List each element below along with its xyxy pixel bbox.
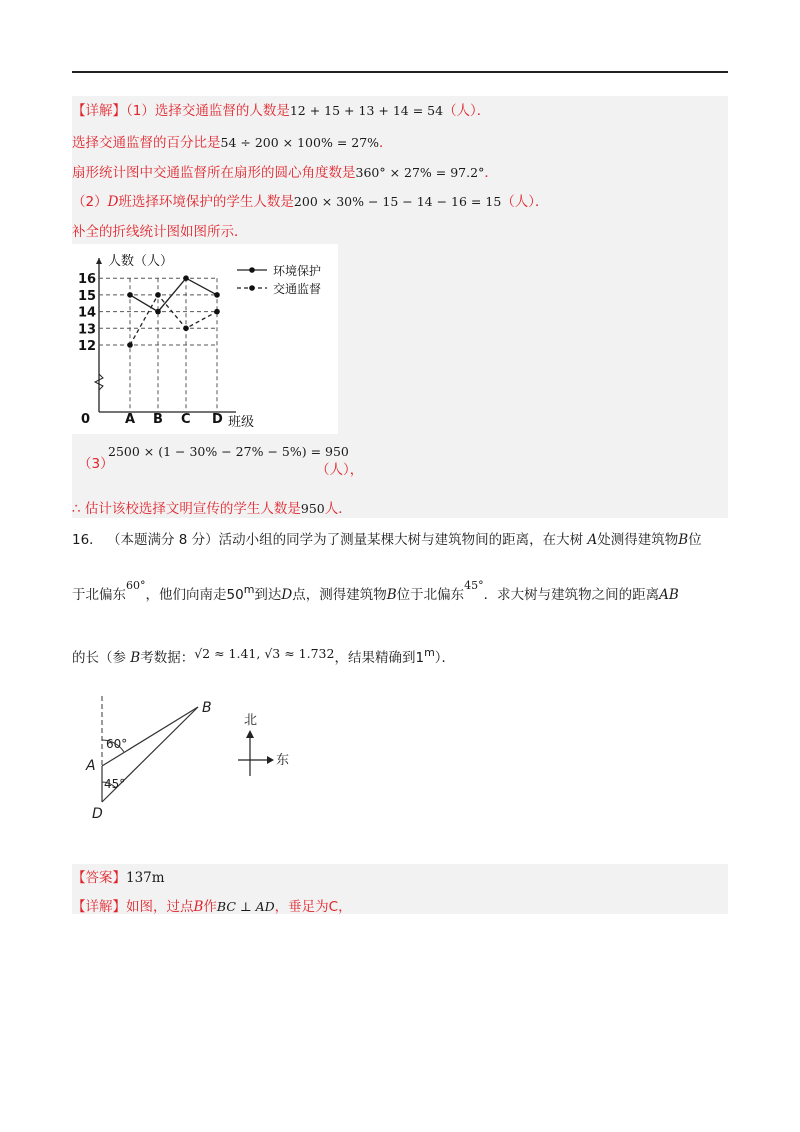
angle-45: 45°	[464, 579, 484, 592]
origin-label: 0	[81, 412, 91, 427]
tail: ．	[379, 135, 393, 151]
solution-line-4	[72, 190, 549, 210]
y-tick-label: 12	[78, 339, 97, 354]
data-point	[183, 326, 189, 332]
text: 点，测得建筑物	[292, 587, 387, 603]
tail: ．	[484, 165, 498, 181]
detail-tag: 【详解】	[72, 103, 126, 119]
unit-m: m	[424, 646, 435, 659]
angle-60: 60°	[126, 579, 146, 592]
solution-line-3	[72, 161, 498, 181]
text: 如图，过点	[126, 899, 194, 915]
text: ）．	[434, 650, 456, 666]
y-axis-title: 人数（人）	[108, 254, 174, 269]
text: 的长（参	[72, 650, 126, 666]
formula: 360° × 27% = 97.2°	[355, 165, 485, 180]
var-D: D	[107, 194, 119, 210]
solution-line-6-unit	[316, 458, 363, 478]
var-B: B	[130, 650, 141, 666]
part-label: （1）选择交通监督的人数是	[126, 103, 290, 119]
text: ．求大树与建筑物之间的距离	[483, 587, 660, 603]
data-point	[127, 292, 133, 298]
y-axis-arrow-icon	[96, 258, 102, 264]
var-B: B	[193, 899, 204, 915]
unit: （人），	[316, 462, 364, 478]
answer-line	[72, 866, 165, 886]
number: 950	[300, 501, 325, 516]
var-D: D	[281, 587, 293, 603]
problem-number: 16．	[72, 532, 103, 548]
label-D: D	[92, 806, 103, 822]
text: 于北偏东	[72, 587, 126, 603]
y-tick-label: 15	[78, 288, 97, 304]
x-tick-label: D	[212, 412, 223, 427]
part-label: （2）	[72, 194, 108, 210]
formula: 54 ÷ 200 × 100% = 27%	[220, 135, 380, 150]
problem-16-line-3	[72, 646, 455, 666]
text: ，他们向南走	[145, 587, 227, 603]
y-tick-label: 14	[78, 305, 97, 321]
solution-line-6-formula	[108, 444, 349, 460]
text: 作	[203, 899, 217, 915]
data-point	[155, 292, 161, 298]
part-label: （3）	[78, 456, 114, 472]
var-AB: AB	[659, 587, 679, 603]
north-label: 北	[244, 713, 258, 728]
answer-tag: 【答案】	[72, 870, 126, 886]
angle-label-60: 60°	[106, 737, 128, 751]
data-point	[214, 292, 220, 298]
x-tick-label: B	[153, 412, 163, 427]
north-arrow-icon	[246, 730, 254, 738]
unit: （人）．	[501, 194, 549, 210]
data-point	[127, 342, 133, 348]
y-tick-label: 13	[78, 322, 97, 338]
text: 考数据：	[140, 650, 195, 666]
text: 班选择环境保护的学生人数是	[118, 194, 294, 210]
text: 到达	[254, 587, 282, 603]
detail-tag: 【详解】	[72, 899, 126, 915]
formula: 12 + 15 + 13 + 14 = 54	[289, 103, 444, 118]
x-tick-label: C	[181, 412, 191, 427]
x-tick-label: A	[125, 412, 136, 427]
header-rule	[72, 71, 728, 73]
text: ∴ 估计该校选择文明宣传的学生人数是	[72, 501, 301, 517]
solution-line-1	[72, 99, 490, 119]
solution-line-5	[72, 220, 248, 240]
answer-value: 137m	[126, 870, 165, 886]
data-point	[183, 275, 189, 281]
text: 处测得建筑物	[597, 532, 679, 548]
var-B: B	[678, 532, 689, 548]
formula: 200 × 30% − 15 − 14 − 16 = 15	[293, 194, 502, 209]
geometry-figure	[80, 690, 300, 830]
text: 位于北偏东	[396, 587, 465, 603]
solution-line-2	[72, 131, 393, 151]
reference-values: √2 ≈ 1.41, √3 ≈ 1.732	[194, 646, 335, 661]
text: （本题满分 8 分）活动小组的同学为了测量某棵大树与建筑物间的距离，在大树	[106, 532, 584, 548]
text: 补全的折线统计图如图所示．	[72, 224, 248, 240]
text: 选择交通监督的百分比是	[72, 135, 221, 151]
east-label: 东	[276, 753, 290, 768]
distance: 50	[226, 587, 244, 603]
legend-label: 交通监督	[273, 282, 322, 296]
text: 扇形统计图中交通监督所在扇形的圆心角度数是	[72, 165, 356, 181]
tail: ，	[338, 899, 352, 915]
problem-16-line-1	[72, 528, 702, 548]
legend-label: 环境保护	[273, 264, 322, 278]
detail-line	[72, 895, 352, 915]
text: ，垂足为	[274, 899, 329, 915]
var-B: B	[386, 587, 397, 603]
y-tick-label: 16	[78, 272, 97, 288]
east-arrow-icon	[267, 756, 274, 764]
angle-label-45: 45°	[104, 777, 126, 791]
legend-marker	[249, 285, 255, 291]
data-point	[155, 309, 161, 315]
var-C: C	[328, 899, 339, 915]
legend-marker	[249, 267, 255, 273]
problem-16-line-2	[72, 579, 679, 603]
text: 位	[688, 532, 702, 548]
data-point	[214, 309, 220, 315]
solution-line-7	[72, 497, 352, 517]
x-axis-title: 班级	[228, 415, 255, 430]
formula: 2500 × (1 − 30% − 27% − 5%) = 950	[108, 444, 349, 459]
unit: （人）．	[443, 103, 491, 119]
label-A: A	[86, 758, 96, 774]
formula: BC ⊥ AD	[216, 899, 275, 914]
var-A: A	[587, 532, 598, 548]
text: ，结果精确到	[334, 650, 416, 666]
unit: 人．	[324, 501, 352, 517]
label-B: B	[202, 700, 212, 716]
line-chart	[72, 244, 338, 434]
unit-m: m	[243, 583, 255, 596]
chart-svg	[72, 244, 338, 434]
precision-value: 1	[415, 650, 425, 666]
